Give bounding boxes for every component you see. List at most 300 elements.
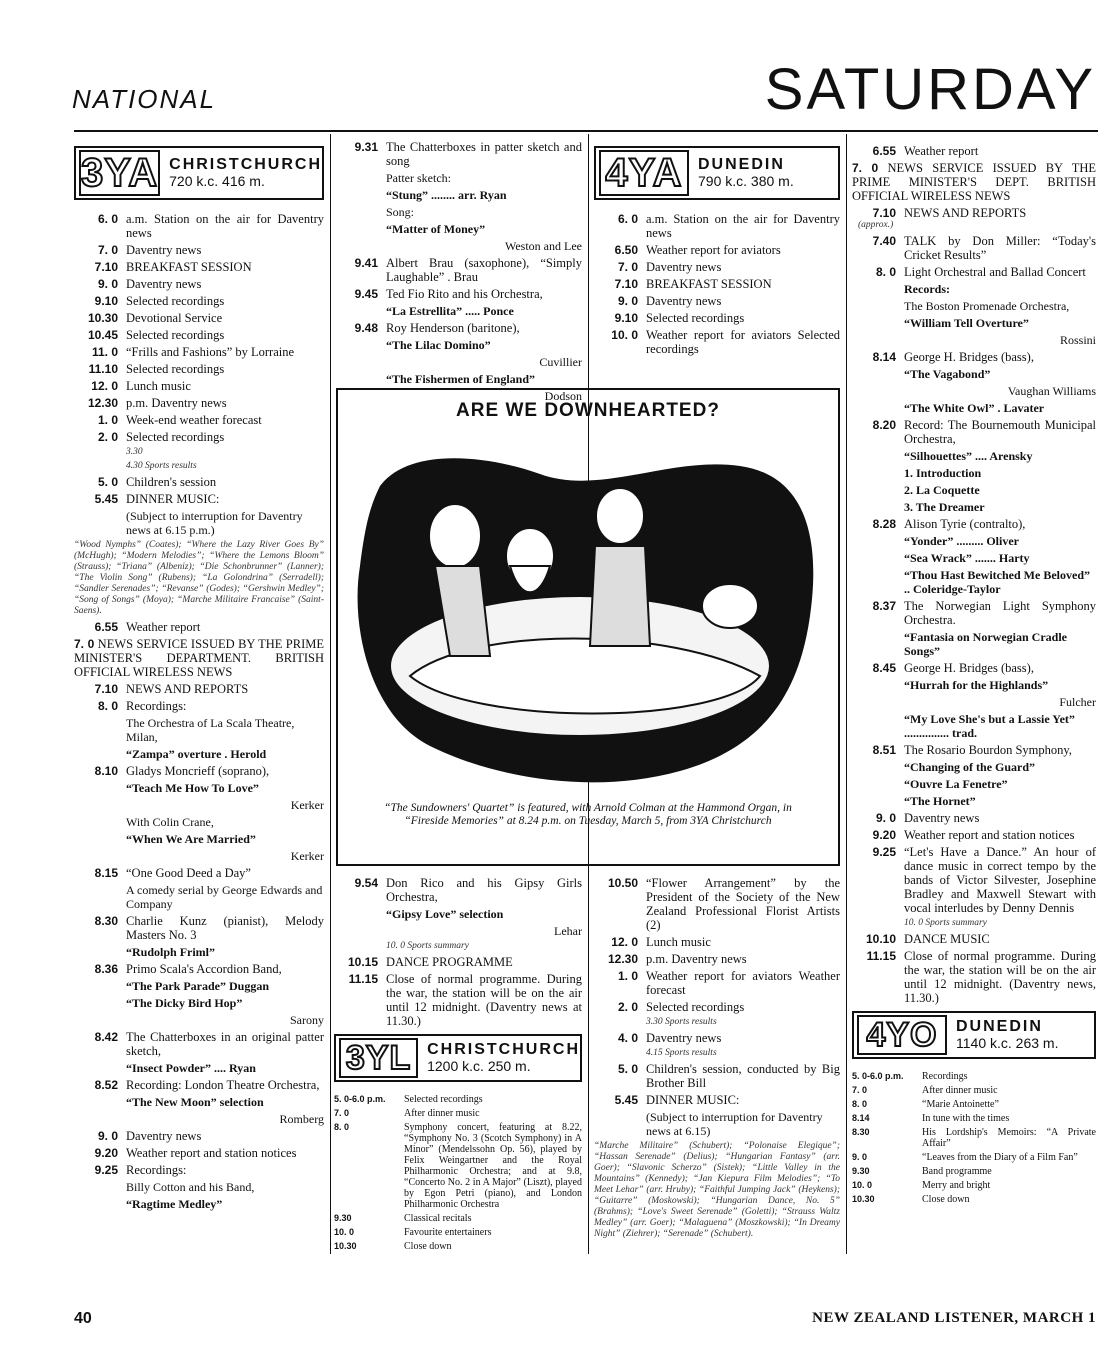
entry-text: Children's session, conducted by Big Brother Bill <box>646 1062 840 1090</box>
entry-text: p.m. Daventry news <box>126 396 227 410</box>
entry-text: Light Orchestral and Ballad Concert <box>904 265 1086 279</box>
entry-text: In tune with the times <box>922 1113 1010 1124</box>
column-3ya <box>74 140 324 1214</box>
entry-text: George H. Bridges (bass), <box>904 661 1034 675</box>
composer: Weston and Lee <box>504 239 582 253</box>
entry-time: 8. 0 <box>97 699 118 713</box>
schedule-entry <box>852 661 1096 675</box>
schedule-entry <box>74 699 324 713</box>
entry-time: 8. 0 <box>852 1099 868 1109</box>
entry-time: 12. 0 <box>611 935 638 949</box>
schedule-entry <box>594 935 840 949</box>
entry-time: 8.20 <box>872 418 896 432</box>
entry-text: “Let's Have a Dance.” An hour of dance music in correct tempo by the bands of Victor Silvester, Josephine Bradley and Maxwell Stewart with vocal interludes by Denny Dennis <box>904 845 1096 915</box>
program-detail: “The Park Parade” Duggan <box>126 979 270 993</box>
schedule-entry <box>74 243 324 257</box>
entry-text: Merry and bright <box>922 1180 991 1191</box>
schedule-entry <box>594 277 840 291</box>
schedule-entry <box>852 1085 1096 1096</box>
schedule-entry <box>334 1108 582 1119</box>
entry-time: 10.45 <box>87 328 118 342</box>
small-note: 4.30 Sports results <box>126 461 197 471</box>
entry-text: Week-end weather forecast <box>126 413 262 427</box>
entry-text: Close of normal programme. During the war, the station will be on the air until 12 midnight. (Daventry news at 11.30.) <box>386 972 582 1028</box>
program-detail: “The New Moon” selection <box>126 1095 264 1109</box>
schedule-entry <box>334 876 582 904</box>
entry-time: 7. 0 <box>334 1108 350 1118</box>
entry-text: Selected recordings <box>126 430 225 444</box>
program-detail: 1. Introduction <box>904 466 982 480</box>
station-callsign: 4YO <box>857 1015 947 1055</box>
schedule-entry <box>74 475 324 489</box>
program-detail: Song: <box>386 205 415 219</box>
schedule-entry <box>594 1093 840 1107</box>
schedule-entry <box>74 396 324 410</box>
entry-time: 8.28 <box>872 517 896 531</box>
entry-text: Charlie Kunz (pianist), Melody Masters No. 3 <box>126 914 324 942</box>
news-service-line: 7. 0 NEWS SERVICE ISSUED BY THE PRIME MINISTER'S DEPARTMENT. BRITISH OFFICIAL WIRELESS NEWS <box>74 637 325 679</box>
entry-text: The Norwegian Light Symphony Orchestra. <box>904 599 1096 627</box>
entry-text: Band programme <box>922 1166 992 1177</box>
entry-time: 12.30 <box>87 396 118 410</box>
schedule-entry <box>74 379 324 393</box>
entry-time: 8.51 <box>872 743 896 757</box>
program-detail: “Matter of Money” <box>386 222 486 236</box>
station-box-3ya <box>74 146 324 200</box>
entry-text: Gladys Moncrieff (soprano), <box>126 764 270 778</box>
small-note: 10. 0 Sports summary <box>904 918 987 928</box>
program-detail: “Hurrah for the Highlands” <box>904 678 1049 692</box>
entry-text: Lunch music <box>646 935 711 949</box>
entry-time: 5. 0 <box>617 1062 638 1076</box>
small-note: 4.15 Sports results <box>646 1048 717 1058</box>
entry-text: Roy Henderson (baritone), <box>386 321 520 335</box>
entry-time: 11.15 <box>866 949 896 963</box>
schedule-entry <box>334 256 582 284</box>
entry-text: Daventry news <box>126 243 202 257</box>
entry-time: 9.31 <box>354 140 378 154</box>
entry-time: 9.48 <box>354 321 378 335</box>
station-callsign: 3YL <box>339 1038 418 1078</box>
schedule-entry <box>74 682 324 696</box>
station-box-3yl <box>334 1034 582 1082</box>
schedule-entry <box>74 492 324 506</box>
schedule-entry <box>594 969 840 997</box>
cartoon-title: ARE WE DOWNHEARTED? <box>456 400 720 421</box>
small-note: (approx.) <box>858 220 894 230</box>
station-frequency: 1140 k.c. 263 m. <box>956 1035 1059 1051</box>
entry-text: DINNER MUSIC: <box>126 492 220 506</box>
entry-time: 9.10 <box>614 311 638 325</box>
entry-time: 8.14 <box>852 1113 870 1123</box>
entry-time: 9. 0 <box>617 294 638 308</box>
entry-text: Ted Fio Rito and his Orchestra, <box>386 287 543 301</box>
schedule-entry <box>334 1122 582 1210</box>
program-detail: “The Lilac Domino” <box>386 338 491 352</box>
entry-time: 11.10 <box>88 362 118 376</box>
composer: Kerker <box>290 798 324 812</box>
small-note: 3.30 <box>126 447 143 457</box>
entry-time: 9.25 <box>94 1163 118 1177</box>
program-detail: “Fantasia on Norwegian Cradle Songs” <box>904 630 1067 658</box>
schedule-entry <box>74 620 324 634</box>
program-detail: The Boston Promenade Orchestra, <box>904 299 1070 313</box>
entry-text: Close of normal programme. During the war, the station will be on the air until 12 midnight. (Daventry news, 11.30.) <box>904 949 1096 1005</box>
entry-time: 8. 0 <box>875 265 896 279</box>
schedule-entry <box>334 140 582 168</box>
entry-text: After dinner music <box>404 1108 480 1119</box>
entry-time: 7. 0 <box>97 243 118 257</box>
schedule-entry <box>594 212 840 240</box>
schedule-entry <box>334 287 582 301</box>
entry-text: Daventry news <box>126 277 202 291</box>
schedule-entry <box>74 1129 324 1143</box>
station-frequency: 720 k.c. 416 m. <box>169 173 265 189</box>
schedule-entry <box>74 866 324 880</box>
program-detail: “Insect Powder” .... Ryan <box>126 1061 256 1075</box>
entry-time: 9.10 <box>94 294 118 308</box>
entry-time: 12. 0 <box>91 379 118 393</box>
column-4ya-continued <box>852 144 1096 1208</box>
entry-text: Record: The Bournemouth Municipal Orchestra, <box>904 418 1096 446</box>
entry-time: 2. 0 <box>97 430 118 444</box>
entry-text: Albert Brau (saxophone), “Simply Laughable” . Brau <box>386 256 582 284</box>
entry-time: 8.45 <box>872 661 896 675</box>
entry-time: 5.45 <box>614 1093 638 1107</box>
entry-time: 8.37 <box>872 599 896 613</box>
entry-text: p.m. Daventry news <box>646 952 747 966</box>
program-detail: “The Dicky Bird Hop” <box>126 996 243 1010</box>
entry-text: “Flower Arrangement” by the President of the Society of the New Zealand Professional Florist Artists (2) <box>646 876 840 932</box>
program-detail: “The White Owl” . Lavater <box>904 401 1045 415</box>
publication-footer: NEW ZEALAND LISTENER, MARCH 1 <box>812 1310 1096 1326</box>
station-callsign: 4YA <box>599 150 689 196</box>
entry-time: 7. 0 <box>617 260 638 274</box>
schedule-entry <box>852 828 1096 842</box>
entry-time: 9. 0 <box>97 277 118 291</box>
schedule-entry <box>594 952 840 966</box>
entry-text: “Marie Antoinette” <box>922 1099 999 1110</box>
entry-time: 8.36 <box>94 962 118 976</box>
schedule-entry <box>852 517 1096 531</box>
entry-time: 10. 0 <box>334 1227 355 1237</box>
schedule-entry <box>74 1030 324 1058</box>
entry-time: 8.10 <box>94 764 118 778</box>
dinner-note: (Subject to interruption for Daventry news at 6.15 p.m.) <box>126 509 303 537</box>
entry-text: Selected recordings <box>646 1000 745 1014</box>
entry-text: “One Good Deed a Day” <box>126 866 251 880</box>
entry-time: 9. 0 <box>97 1129 118 1143</box>
entry-time: 10.30 <box>87 311 118 325</box>
dinner-music-list: “Wood Nymphs” (Coates); “Where the Lazy River Goes By” (McHugh); “Modern Melodies”; “Where the Lemons Bloom” (Strauss); “Triana” (Albeniz); “Die Schonbrunner” (Lanner); “The Violin Song” (Rubens); “La Golondrina” (Serradell); “Sandler Serenades”; “Revanse” (Godes); “Gershwin Medley”; “Song of Songs” (Moya); “Marche Militaire Francaise” (Saint-Saens). <box>74 540 324 616</box>
entry-text: BREAKFAST SESSION <box>646 277 772 291</box>
entry-time: 9.45 <box>354 287 378 301</box>
station-city: DUNEDIN <box>698 156 785 173</box>
entry-text: Close down <box>404 1241 452 1252</box>
schedule-entry <box>852 743 1096 757</box>
entry-text: NEWS AND REPORTS <box>126 682 249 696</box>
entry-text: BREAKFAST SESSION <box>126 260 252 274</box>
entry-time: 7.10 <box>94 260 118 274</box>
schedule-entry <box>594 311 840 325</box>
entry-text: Recordings <box>922 1071 968 1082</box>
schedule-entry <box>74 294 324 308</box>
entry-text: “Leaves from the Diary of a Film Fan” <box>922 1152 1078 1163</box>
entry-time: 6. 0 <box>97 212 118 226</box>
schedule-entry <box>74 277 324 291</box>
entry-text: DANCE MUSIC <box>904 932 990 946</box>
entry-text: Don Rico and his Gipsy Girls Orchestra, <box>386 876 582 904</box>
entry-text: TALK by Don Miller: “Today's Cricket Results” <box>904 234 1096 262</box>
entry-time: 8.42 <box>94 1030 118 1044</box>
schedule-entry <box>852 350 1096 364</box>
entry-time: 7.10 <box>614 277 638 291</box>
schedule-entry <box>852 1152 1096 1163</box>
entry-text: DANCE PROGRAMME <box>386 955 513 969</box>
entry-text: Weather report for aviators Weather forecast <box>646 969 840 997</box>
entry-text: Children's session <box>126 475 217 489</box>
schedule-entry <box>74 328 324 342</box>
program-detail: “Zampa” overture . Herold <box>126 747 267 761</box>
schedule-entry <box>594 1062 840 1090</box>
schedule-entry <box>74 1163 324 1177</box>
entry-time: 7.10 <box>94 682 118 696</box>
program-detail: A comedy serial by George Edwards and Company <box>126 883 323 911</box>
composer: Sarony <box>290 1013 324 1027</box>
entry-text: Selected recordings <box>126 362 225 376</box>
program-detail: “La Estrellita” ..... Ponce <box>386 304 514 318</box>
dinner-note: (Subject to interruption for Daventry news at 6.15) <box>646 1110 823 1138</box>
entry-text: His Lordship's Memoirs: “A Private Affair” <box>922 1127 1096 1149</box>
entry-text: Selected recordings <box>646 311 745 325</box>
top-rule <box>74 130 1098 132</box>
entry-text: NEWS AND REPORTS <box>904 206 1027 220</box>
entry-time: 9. 0 <box>875 811 896 825</box>
entry-time: 9. 0 <box>852 1152 868 1162</box>
entry-text: Daventry news <box>646 294 722 308</box>
schedule-entry <box>594 243 840 257</box>
station-frequency: 790 k.c. 380 m. <box>698 173 794 189</box>
entry-text: Weather report <box>904 144 979 158</box>
entry-time: 8.15 <box>94 866 118 880</box>
schedule-entry <box>852 1180 1096 1191</box>
entry-time: 10.30 <box>852 1194 875 1204</box>
entry-time: 10.50 <box>607 876 638 890</box>
schedule-entry <box>334 1241 582 1252</box>
entry-time: 5.45 <box>94 492 118 506</box>
entry-time: 11. 0 <box>91 345 118 359</box>
entry-time: 7. 0 <box>852 1085 868 1095</box>
program-detail: “The Hornet” <box>904 794 976 808</box>
schedule-entry <box>852 1127 1096 1149</box>
entry-text: Daventry news <box>904 811 980 825</box>
entry-time: 8.30 <box>94 914 118 928</box>
entry-time: 1. 0 <box>617 969 638 983</box>
schedule-entry <box>334 972 582 1028</box>
program-detail: “Gipsy Love” selection <box>386 907 504 921</box>
entry-text: The Rosario Bourdon Symphony, <box>904 743 1072 757</box>
program-detail: 3. The Dreamer <box>904 500 985 514</box>
schedule-entry <box>74 1146 324 1160</box>
program-detail: The Orchestra of La Scala Theatre, Milan, <box>126 716 295 744</box>
column-divider <box>846 134 847 1254</box>
entry-time: 10.15 <box>347 955 378 969</box>
program-detail: “Changing of the Guard” <box>904 760 1036 774</box>
entry-time: 10.30 <box>334 1241 357 1251</box>
schedule-entry <box>594 1000 840 1014</box>
entry-text: The Chatterboxes in an original patter sketch, <box>126 1030 324 1058</box>
program-detail: 2. La Coquette <box>904 483 980 497</box>
entry-time: 9.25 <box>872 845 896 859</box>
program-detail: “Rudolph Friml” <box>126 945 216 959</box>
entry-text: a.m. Station on the air for Daventry news <box>126 212 324 240</box>
entry-time: 8. 0 <box>334 1122 350 1132</box>
dinner-music-list: “Marche Militaire” (Schubert); “Polonaise Elegique”; “Hassan Serenade” (Delius); “Hungarian Fantasy” (arr. Goer); “Slavonic Scherzo” (Sistek); “Little Valley in the Mountains” (Kennedy); “Jan Kiepura Film Melodies”; “To Meet Lehar” (arr. Hruby); “Faithful Jumping Jack” (Heykens); “Guitarre” (Moskowski); “Hungarian Dance, No. 5” (Brahms); “Love's Sweet Serenade” (Goletti); “Strauss Waltz Medley” (arr. Goer); “Malaguena” (Moszkowski); “In Dreamy Night” (Ziehrer); “Serenade” (Schubert). <box>594 1141 840 1239</box>
entry-text: Alison Tyrie (contralto), <box>904 517 1026 531</box>
entry-time: 2. 0 <box>617 1000 638 1014</box>
entry-text: Favourite entertainers <box>404 1227 492 1238</box>
program-detail: Records: <box>904 282 950 296</box>
entry-time: 12.30 <box>607 952 638 966</box>
station-city: DUNEDIN <box>956 1018 1043 1035</box>
schedule-entry <box>74 212 324 240</box>
composer: Kerker <box>290 849 324 863</box>
entry-time: 7.10 <box>872 206 896 220</box>
composer: Romberg <box>279 1112 324 1126</box>
schedule-entry <box>852 1113 1096 1124</box>
page-number: 40 <box>74 1310 92 1327</box>
entry-text: Weather report and station notices <box>126 1146 297 1160</box>
schedule-entry <box>852 144 1096 158</box>
schedule-entry <box>74 1078 324 1092</box>
station-city: CHRISTCHURCH <box>427 1041 580 1058</box>
schedule-entry <box>852 206 1096 220</box>
entry-text: Recording: London Theatre Orchestra, <box>126 1078 320 1092</box>
entry-text: Selected recordings <box>126 294 225 308</box>
small-note: 3.30 Sports results <box>646 1017 717 1027</box>
entry-time: 11.15 <box>348 972 378 986</box>
entry-time: 10. 0 <box>611 328 638 342</box>
entry-text: Classical recitals <box>404 1213 472 1224</box>
entry-time: 6. 0 <box>617 212 638 226</box>
program-detail: With Colin Crane, <box>126 815 214 829</box>
schedule-entry <box>594 294 840 308</box>
entry-text: a.m. Station on the air for Daventry news <box>646 212 840 240</box>
column-3ya-continued <box>334 140 582 406</box>
composer: Dodson <box>544 389 582 403</box>
schedule-entry <box>74 764 324 778</box>
schedule-entry <box>852 1099 1096 1110</box>
program-detail: “The Vagabond” <box>904 367 991 381</box>
entry-time: 9.30 <box>852 1166 870 1176</box>
cartoon-caption: “The Sundowners' Quartet” is featured, with Arnold Colman at the Hammond Organ, in “Fireside Memories” at 8.24 p.m. on Tuesday, March 5, from 3YA Christchurch <box>384 802 792 827</box>
schedule-entry <box>74 311 324 325</box>
schedule-entry <box>852 265 1096 279</box>
schedule-entry <box>334 1227 582 1238</box>
entry-text: Recordings: <box>126 699 187 713</box>
cartoon-illustration <box>340 426 836 786</box>
entry-text: “Frills and Fashions” by Lorraine <box>126 345 295 359</box>
schedule-entry <box>852 1071 1096 1082</box>
station-callsign: 3YA <box>81 151 159 195</box>
schedule-entry <box>74 362 324 376</box>
entry-text: After dinner music <box>922 1085 998 1096</box>
program-detail: Patter sketch: <box>386 171 451 185</box>
column-4ya <box>594 140 840 359</box>
entry-time: 9.30 <box>334 1213 352 1223</box>
entry-text: Daventry news <box>126 1129 202 1143</box>
entry-text: The Chatterboxes in patter sketch and song <box>386 140 582 168</box>
schedule-entry <box>74 430 324 444</box>
entry-time: 9.41 <box>354 256 378 270</box>
entry-time: 6.50 <box>614 243 638 257</box>
program-detail: “Teach Me How To Love” <box>126 781 259 795</box>
program-detail: Billy Cotton and his Band, <box>126 1180 255 1194</box>
station-box-4yo <box>852 1011 1096 1059</box>
entry-text: DINNER MUSIC: <box>646 1093 740 1107</box>
entry-time: 8.30 <box>852 1127 870 1137</box>
program-detail: “Yonder” ......... Oliver <box>904 534 1019 548</box>
program-detail: “Stung” ........ arr. Ryan <box>386 188 507 202</box>
entry-text: Selected recordings <box>126 328 225 342</box>
program-detail: “Ragtime Medley” <box>126 1197 223 1211</box>
schedule-entry <box>74 260 324 274</box>
entry-text: Daventry news <box>646 1031 722 1045</box>
cartoon-panel <box>336 388 840 866</box>
schedule-entry <box>334 321 582 335</box>
station-city: CHRISTCHURCH <box>169 156 323 173</box>
schedule-entry <box>852 949 1096 1005</box>
entry-text: Close down <box>922 1194 970 1205</box>
section-label: NATIONAL <box>72 84 217 114</box>
schedule-entry <box>74 962 324 976</box>
entry-text: Recordings: <box>126 1163 187 1177</box>
entry-text: Lunch music <box>126 379 191 393</box>
entry-time: 10.10 <box>865 932 896 946</box>
entry-text: Weather report and station notices <box>904 828 1075 842</box>
entry-time: 7.40 <box>872 234 896 248</box>
schedule-entry <box>594 1031 840 1045</box>
program-detail: “My Love She's but a Lassie Yet” ............... trad. <box>904 712 1075 740</box>
schedule-entry <box>334 1094 582 1105</box>
program-detail: “Ouvre La Fenetre” <box>904 777 1008 791</box>
entry-text: Weather report for aviators Selected recordings <box>646 328 840 356</box>
entry-text: Symphony concert, featuring at 8.22, “Symphony No. 3 (Scotch Symphony) in A Minor” (Mendelssohn Op. 56), played by Felix Weingartner and the Royal Philharmonic Orchestra; and at 9.8, “Concerto No. 2 in A Major” (Liszt), played by Egon Petri (piano), and London Philharmonic Orchestra <box>404 1122 582 1210</box>
entry-time: 8.52 <box>94 1078 118 1092</box>
composer: Vaughan Williams <box>1007 384 1096 398</box>
schedule-entry <box>334 955 582 969</box>
entry-time: 9.20 <box>872 828 896 842</box>
schedule-entry <box>334 1213 582 1224</box>
entry-time: 5. 0-6.0 p.m. <box>334 1094 386 1104</box>
entry-text: Daventry news <box>646 260 722 274</box>
composer: Lehar <box>554 924 582 938</box>
entry-text: George H. Bridges (bass), <box>904 350 1034 364</box>
program-detail: “Sea Wrack” ....... Harty <box>904 551 1030 565</box>
composer: Rossini <box>1059 333 1096 347</box>
schedule-entry <box>852 932 1096 946</box>
station-box-4ya <box>594 146 840 200</box>
column-4ya-evening <box>594 876 840 1240</box>
news-service-line: 7. 0 NEWS SERVICE ISSUED BY THE PRIME MINISTER'S DEPT. BRITISH OFFICIAL WIRELESS NEWS <box>852 161 1096 203</box>
program-detail: “When We Are Married” <box>126 832 256 846</box>
station-frequency: 1200 k.c. 250 m. <box>427 1058 531 1074</box>
schedule-entry <box>852 845 1096 915</box>
entry-time: 6.55 <box>94 620 118 634</box>
composer: Cuvillier <box>539 355 582 369</box>
entry-text: Weather report for aviators <box>646 243 781 257</box>
entry-time: 1. 0 <box>97 413 118 427</box>
